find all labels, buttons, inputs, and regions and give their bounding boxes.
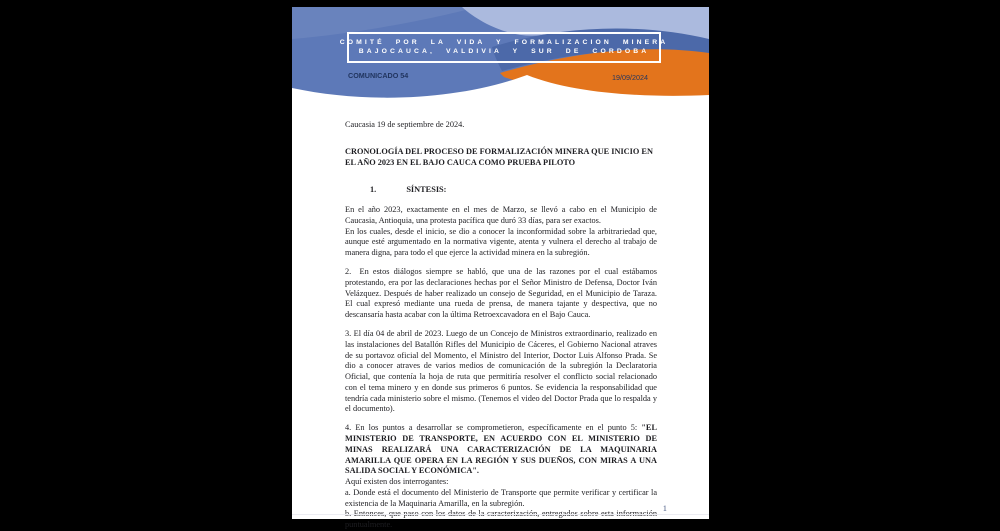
footer-divider	[292, 514, 709, 515]
paragraph-2: 2. En estos diálogos siempre se habló, que una de las razones por el cual estábamos protestando, era por las declaraciones hechas por el Señor Ministro de Defensa, Doctor Iván Velázquez. Después de haber realizado un consejo de Seguridad, en el Municipio de Taraza. El cual expresó mediante una rueda de prensa, de manera tajante y despectiva, que no descansaría hasta acabar con la última Retroexcavadora en el Bajo Cauca.	[345, 267, 657, 320]
header-date: 19/09/2024	[612, 73, 648, 82]
dateline: Caucasia 19 de septiembre de 2024.	[345, 120, 465, 129]
document-header	[292, 7, 709, 107]
page-number: 1	[662, 503, 667, 513]
organization-name-line2: BAJOCAUCA, VALDIVIA Y SUR DE CORDOBA	[358, 47, 650, 55]
paragraph-4-line2: Aquí existen dos interrogantes:	[345, 477, 449, 487]
paragraph-4	[345, 423, 657, 477]
paragraph-3: 3. El día 04 de abril de 2023. Luego de un Concejo de Ministros extraordinario, realizado en las instalaciones del Batallón Rifles del Municipio de Cáceres, el Gobierno Nacional atraves de su portavoz oficial del Momento, el Ministro del Interior, Doctor Luis Alfonso Prada. Se dio a conocer atraves de varios medios de comunicación de la subregión la Declaratoria Oficial, que contenía la hoja de ruta que permitiría resolver el conflicto social relacionado con el tema minero y en donde sus primeros 6 puntos. Se evidencia la responsabilidad que tendría cada ministerio sobre el mismo. (Tenemos el video del Doctor Prada que lo respalda y el documento).	[345, 328, 657, 414]
document-body	[292, 107, 709, 531]
section-heading	[345, 185, 657, 196]
header-meta-row	[292, 71, 709, 83]
paragraph-4-quote: "EL MINISTERIO DE TRANSPORTE, EN ACUERDO CON EL MINISTERIO DE MINAS REALIZARÁ UNA CARACTERIZACIÓN DE LA MAQUINARIA AMARILLA QUE OPERA EN LA REGIÓN Y SUS DUEÑOS, CON MIRAS A UNA SALIDA SOCIAL Y ECONÓMICA".	[345, 423, 657, 476]
paragraph-1b: En los cuales, desde el inicio, se dio a conocer la inconformidad sobre la arbitrariedad que, aunque esté argumentado en la normativa vigente, atenta y vulnera el derecho al trabajo de manera digna, para todo el que ejerce la actividad minera en la subregión.	[345, 226, 657, 258]
document-title: CRONOLOGÍA DEL PROCESO DE FORMALIZACIÓN MINERA QUE INICIO EN EL AÑO 2023 EN EL BAJO CAUCA COMO PRUEBA PILOTO	[345, 146, 653, 167]
organization-name-line1: COMITÉ POR LA VIDA Y FORMALIZACION MINERA	[339, 39, 669, 46]
paragraph-4-item-b: b. Entonces, que paso con los datos de la caracterización, entregados sobre esta información puntualmente.	[345, 509, 657, 530]
comunicado-number: COMUNICADO 54	[348, 71, 409, 80]
paragraph-4-item-a: a. Donde está el documento del Ministerio de Transporte que permite verificar y certificar la existencia de la Maquinaria Amarilla, en la subregión.	[345, 487, 657, 508]
section-number: 1.	[370, 185, 377, 195]
paragraph-1a: En el año 2023, exactamente en el mes de Marzo, se llevó a cabo en el Municipio de Caucasia, Antioquia, una protesta pacífica que duró 33 días, para ser exactos.	[345, 205, 657, 225]
section-title: SÍNTESIS:	[406, 185, 447, 195]
document-page	[292, 7, 709, 530]
paragraph-4-intro: 4. En los puntos a desarrollar se comprometieron, específicamente en el punto 5:	[345, 423, 642, 433]
organization-title-box	[339, 32, 669, 63]
